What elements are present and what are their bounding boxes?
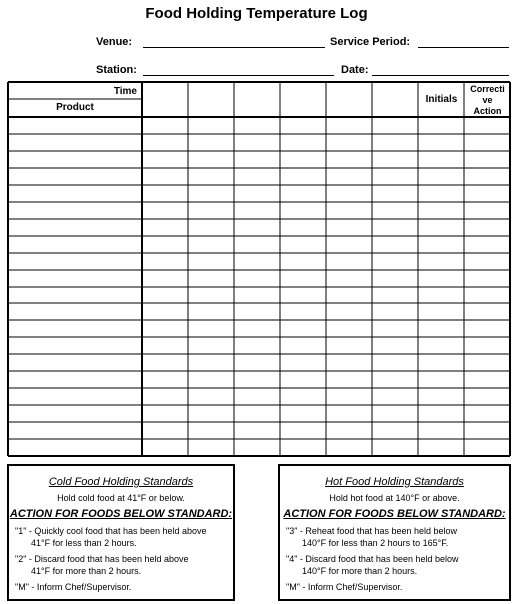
cold-action-item-1 — [15, 526, 233, 548]
cold-action-item-1-text: "1" - Quickly cool food that has been held above — [15, 526, 207, 536]
hot-action-item-1 — [286, 526, 509, 548]
hot-action-item-2-text: "4" - Discard food that has been held below — [286, 554, 459, 564]
service-period-label: Service Period: — [330, 36, 411, 48]
cold-action-item-2 — [15, 554, 233, 576]
hot-action-item-3: "M" - Inform Chef/Supervisor. — [286, 582, 403, 592]
hot-standard-text: Hold hot food at 140°F or above. — [329, 493, 460, 503]
cold-standards-title: Cold Food Holding Standards — [48, 476, 194, 488]
hot-standards-box — [278, 464, 511, 601]
product-header: Product — [56, 102, 94, 113]
cold-standard-text: Hold cold food at 41°F or below. — [57, 493, 185, 503]
cold-action-item-2-text: "2" - Discard food that has been held above — [15, 554, 189, 564]
hot-action-item-1-text: "3" - Reheat food that has been held below — [286, 526, 458, 536]
venue-label: Venue: — [96, 36, 133, 48]
page-title: Food Holding Temperature Log — [145, 5, 368, 22]
cold-action-header: ACTION FOR FOODS BELOW STANDARD: — [9, 508, 233, 520]
station-label: Station: — [96, 64, 137, 76]
hot-action-item-1-sub: 140°F for less than 2 hours to 165°F. — [302, 538, 449, 548]
hot-standards-title: Hot Food Holding Standards — [325, 476, 464, 488]
hot-action-item-2-sub: 140°F for more than 2 hours. — [302, 566, 418, 576]
date-label: Date: — [341, 64, 369, 76]
corrective-action-line2: ve — [482, 95, 493, 105]
corrective-action-header — [465, 84, 510, 117]
cold-action-item-3: "M" - Inform Chef/Supervisor. — [15, 582, 132, 592]
time-header: Time — [113, 86, 137, 97]
corrective-action-line1: Correcti — [470, 84, 505, 94]
hot-action-item-2 — [286, 554, 509, 576]
cold-action-item-1-sub: 41°F for less than 2 hours. — [31, 538, 137, 548]
cold-standards-box — [7, 464, 235, 601]
corrective-action-line3: Action — [473, 106, 502, 116]
hot-action-header: ACTION FOR FOODS BELOW STANDARD: — [283, 508, 506, 520]
initials-header: Initials — [425, 94, 458, 105]
cold-action-item-2-sub: 41°F for more than 2 hours. — [31, 566, 142, 576]
